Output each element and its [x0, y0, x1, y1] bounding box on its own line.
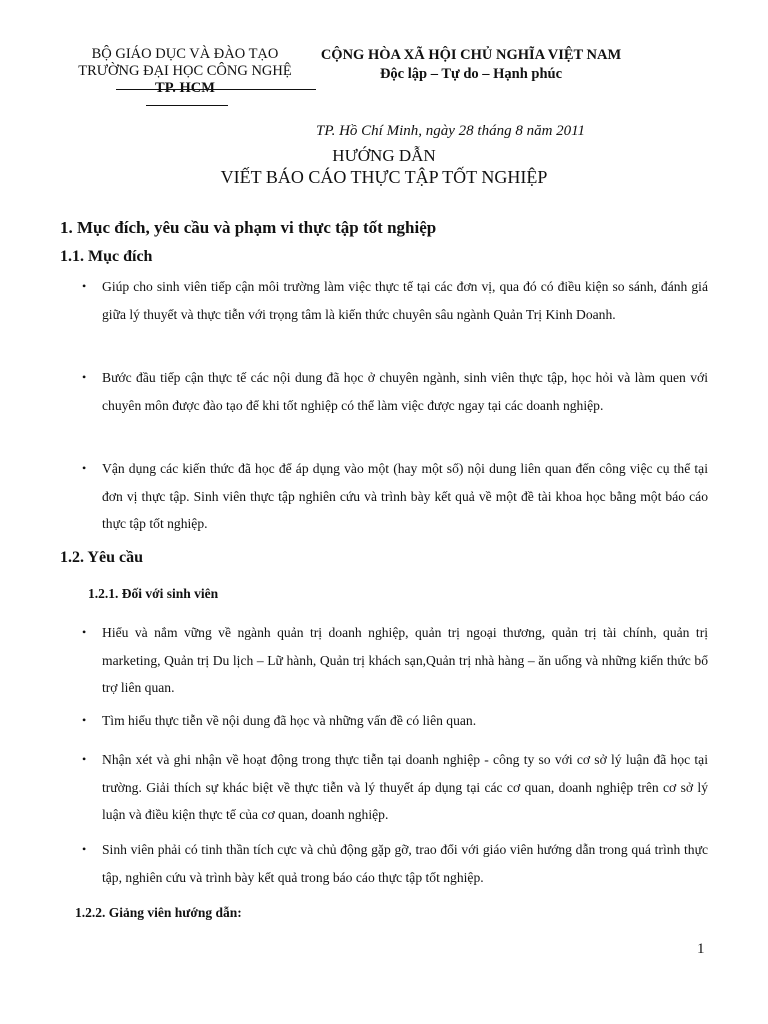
list-item: [82, 619, 708, 702]
bullet-icon: •: [82, 370, 87, 384]
ministry-name: BỘ GIÁO DỤC VÀ ĐÀO TẠO: [91, 46, 279, 62]
subsection-heading-purpose: 1.1. Mục đích: [60, 248, 153, 265]
list-item: [82, 455, 708, 538]
national-header: [306, 46, 636, 84]
subsection-heading-requirements: 1.2. Yêu cầu: [60, 549, 143, 566]
list-item-text: Tìm hiểu thực tiễn về nội dung đã học và những vấn đề có liên quan.: [102, 713, 477, 728]
date-line: TP. Hồ Chí Minh, ngày 28 tháng 8 năm 2011: [316, 123, 586, 139]
header-underline: [116, 89, 316, 90]
list-item-text: Vận dụng các kiến thức đã học để áp dụng vào một (hay một số) nội dung liên quan đến công việc cụ thể tại đơn vị thực tập. Sinh viên thực tập nghiên cứu và trình bày kết quả về một đề tài khoa học bằng một báo cáo thực tập tốt nghiệp.: [102, 461, 708, 531]
list-item: [82, 273, 708, 328]
list-item-text: Nhận xét và ghi nhận về hoạt động trong thực tiễn tại doanh nghiệp - công ty so với cơ sở lý luận đã học tại trường. Giải thích sự khác biệt về thực tiễn và lý thuyết áp dụng tại các cơ quan, doanh nghiệp trên cơ sở lý luận và điều kiện thực tế của cơ quan, doanh nghiệp.: [102, 752, 708, 822]
bullet-icon: •: [82, 713, 87, 727]
bullet-icon: •: [82, 752, 87, 766]
list-item-text: Giúp cho sinh viên tiếp cận môi trường làm việc thực tế tại các đơn vị, qua đó có điều kiện so sánh, đánh giá giữa lý thuyết và thực tiễn với trọng tâm là kiến thức chuyên sâu ngành Quản Trị Kinh Doanh.: [102, 279, 708, 322]
list-item: [82, 746, 708, 829]
subsubsection-heading-students: 1.2.1. Đối với sinh viên: [88, 586, 219, 601]
country-name: CỘNG HÒA XÃ HỘI CHỦ NGHĨA VIỆT NAM: [320, 47, 622, 63]
list-item-text: Hiểu và nắm vững về ngành quản trị doanh nghiệp, quản trị ngoại thương, quản trị tài chính, quản trị marketing, Quản trị Du lịch – Lữ hành, Quản trị khách sạn,Quản trị nhà hàng – ăn uống và những kiến thức bổ trợ liên quan.: [102, 625, 708, 695]
list-item-text: Sinh viên phải có tinh thần tích cực và chủ động gặp gỡ, trao đổi với giáo viên hướng dẫn trong quá trình thực tập, nghiên cứu và trình bày kết quả trong báo cáo thực tập tốt nghiệp.: [102, 842, 708, 885]
bullet-icon: •: [82, 279, 87, 293]
city-name: TP. HCM: [155, 80, 215, 96]
document-subtitle: VIẾT BÁO CÁO THỰC TẬP TỐT NGHIỆP: [220, 167, 548, 187]
document-title: HƯỚNG DẪN: [332, 146, 436, 165]
list-item: [82, 836, 708, 891]
bullet-icon: •: [82, 461, 87, 475]
city-underline: [146, 105, 228, 106]
list-item: [82, 707, 708, 735]
list-item-text: Bước đầu tiếp cận thực tế các nội dung đã học ở chuyên ngành, sinh viên thực tập, học hỏi và làm quen với chuyên môn được đào tạo để khi tốt nghiệp có thể làm việc được ngay tại các doanh nghiệp.: [102, 370, 708, 413]
section-heading: 1. Mục đích, yêu cầu và phạm vi thực tập tốt nghiệp: [60, 218, 437, 237]
list-item: [82, 364, 708, 419]
bullet-icon: •: [82, 842, 87, 856]
page-number: 1: [697, 941, 705, 957]
subsubsection-heading-advisor: 1.2.2. Giảng viên hướng dẫn:: [75, 905, 242, 920]
national-motto: Độc lập – Tự do – Hạnh phúc: [379, 66, 563, 82]
school-name: TRƯỜNG ĐẠI HỌC CÔNG NGHỆ: [78, 63, 292, 79]
bullet-icon: •: [82, 625, 87, 639]
